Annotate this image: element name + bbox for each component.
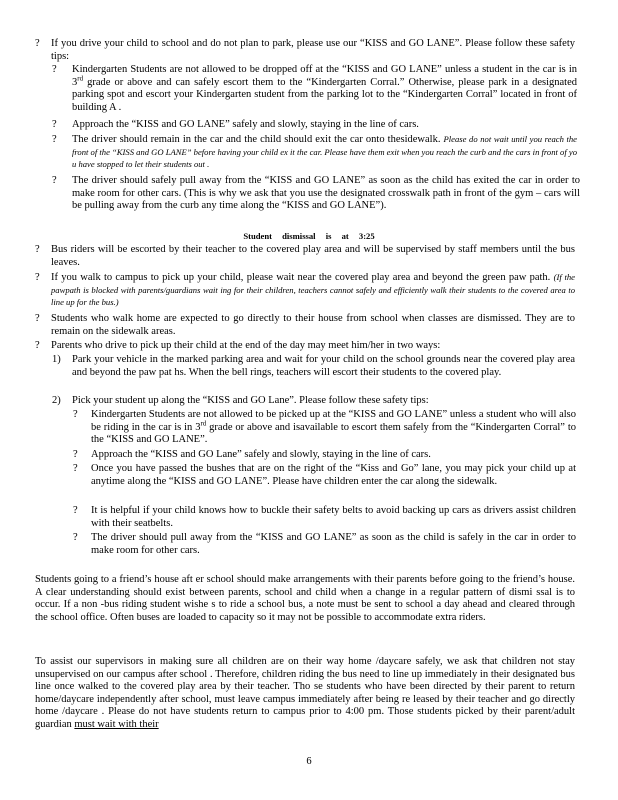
pick-tip-1 xyxy=(73,409,576,447)
pick-tip-3 xyxy=(73,463,576,488)
bullet: ? xyxy=(52,134,57,145)
drive-tip-4-text: The driver should safely pull away from the “KISS and GO LANE” as soon as the child has exited the car in order to make room for other cars. (This is why we ask that you use the designated crosswalk path in front of the gym – cars will be pulling away from the curb any time along the “KISS and GO LANE”). xyxy=(72,175,580,212)
bullet: ? xyxy=(73,463,78,474)
way-1-text: Park your vehicle in the marked parking area and wait for your child on the school grounds near the covered play area and beyond the paw pat hs. When the bell rings, teachers will escort their students to the covered play. xyxy=(72,354,575,378)
supervisors-text: To assist our supervisors in making sure all children are on their way home /daycare safely, we ask that children not stay unsupervised on our campus after school . Therefore, children riding the bus need to line up immediately in their designated bus line once walked to the covered play area by their teacher. Tho se students who have been directed by their parent to return home/daycare independently after school, must leave campus immediately after being re leased by their teacher and go directly home /daycare . Please do not have students return to campus prior to 4:00 pm. Those students picked by their parent/adult guardian must wait with their xyxy=(35,656,575,730)
bullet: ? xyxy=(35,272,40,283)
pick-tip-1-text: Kindergarten Students are not allowed to be picked up at the “KISS and GO LANE” unless a student who will also be riding in the car is in 3rd grade or above and isavailable to escort them safely from the “Kindergarten Corral” to the “KISS and GO LANE”. xyxy=(91,409,576,446)
way-1-number: 1) xyxy=(52,354,61,365)
bullet: ? xyxy=(52,175,57,186)
drive-tip-2-text: Approach the “KISS and GO LANE” safely and slowly, staying in the line of cars. xyxy=(72,119,419,130)
underlined-text: must wait with their xyxy=(74,718,159,730)
way-1-item xyxy=(52,354,575,379)
walk-home-text: Students who walk home are expected to go directly to their house from school when classes are dismissed. They are to remain on the sidewalk areas. xyxy=(51,313,575,337)
bus-riders-item xyxy=(35,244,575,269)
parents-drive-text: Parents who drive to pick up their child at the end of the day may meet him/her in two ways: xyxy=(51,340,441,351)
bullet: ? xyxy=(73,505,78,516)
drive-tip-1-text: Kindergarten Students are not allowed to be dropped off at the “KISS and GO LANE” unless a student in the car is in 3rd grade or above and can safely escort them to the “Kindergarten Corral.” Otherwise, please park in a designated parking spot and escort your Kindergarten student from the parking lot to the “Kindergarten Corral” located in front of building A . xyxy=(72,64,577,113)
pick-tip-5-text: The driver should pull away from the “KISS and GO LANE” as soon as the child is safely in the car in order to make room for other cars. xyxy=(91,532,576,556)
bullet: ? xyxy=(52,119,57,130)
pick-tip-2 xyxy=(73,449,576,462)
way-2-number: 2) xyxy=(52,395,61,406)
bullet: ? xyxy=(73,409,78,420)
bullet: ? xyxy=(35,38,40,49)
supervisors-paragraph xyxy=(35,656,575,732)
walk-home-item xyxy=(35,313,575,338)
parents-drive-item xyxy=(35,340,575,353)
drive-tip-2 xyxy=(52,119,577,132)
pick-tip-5 xyxy=(73,532,576,557)
bullet: ? xyxy=(73,532,78,543)
bullet: ? xyxy=(35,244,40,255)
drive-intro-text: If you drive your child to school and do not plan to park, please use our “KISS and GO LANE”. Please follow these safety tips: xyxy=(51,38,575,62)
drive-tip-3 xyxy=(52,134,577,172)
bus-riders-text: Bus riders will be escorted by their teacher to the covered play area and will be supervised by staff members until the bus leaves. xyxy=(51,244,575,268)
friends-house-text: Students going to a friend’s house aft er school should make arrangements with their parents before going to the friend’s house. A clear understanding should exist between parents, school and child when a change in a regular pattern of dismi ssal is to occur. If a non -bus riding student wishe s to ride a school bus, a note must be sent to school a day ahead and cleared through the school office. Often buses are loaded to capacity so it may not be possible to accommodate extra riders. xyxy=(35,574,575,623)
friends-house-paragraph xyxy=(35,574,575,624)
drive-tip-3-text: The driver should remain in the car and the child should exit the car onto thesidewalk. Please do not wait until you reach the front of the “KISS and GO LANE” before having your child ex it the car. Please have them exit when you reach the curb and the cars in front of yo u have stopped to let their students out . xyxy=(72,134,577,170)
bullet: ? xyxy=(52,64,57,75)
drive-tip-1 xyxy=(52,64,577,114)
way-2-item xyxy=(52,395,575,408)
bullet: ? xyxy=(35,313,40,324)
drive-tip-4 xyxy=(52,175,580,213)
pick-tip-2-text: Approach the “KISS and GO Lane” safely and slowly, staying in the line of cars. xyxy=(91,449,431,460)
pick-tip-4 xyxy=(73,505,576,530)
bullet: ? xyxy=(73,449,78,460)
way-2-text: Pick your student up along the “KISS and GO Lane”. Please follow these safety tips: xyxy=(72,395,429,406)
drive-intro-item xyxy=(35,38,575,63)
page-number: 6 xyxy=(306,756,312,767)
walk-campus-item xyxy=(35,272,575,310)
pick-tip-4-text: It is helpful if your child knows how to buckle their safety belts to avoid backing up cars as drivers assist children with their seatbelts. xyxy=(91,505,576,529)
walk-campus-text: If you walk to campus to pick up your child, please wait near the covered play area and beyond the green paw path. (If the pawpath is blocked with parents/guardians wait ing for their children, teachers cannot safely and efficiently walk their students to the covered area to line up for the bus.) xyxy=(51,272,575,308)
bullet: ? xyxy=(35,340,40,351)
pick-tip-3-text: Once you have passed the bushes that are on the right of the “Kiss and Go” lane, you may pick your child up at anytime along the “KISS and GO LANE”. Please have children enter the car along the sidewalk. xyxy=(91,463,576,487)
dismissal-heading: Student dismissal is at 3:25 xyxy=(243,231,375,241)
